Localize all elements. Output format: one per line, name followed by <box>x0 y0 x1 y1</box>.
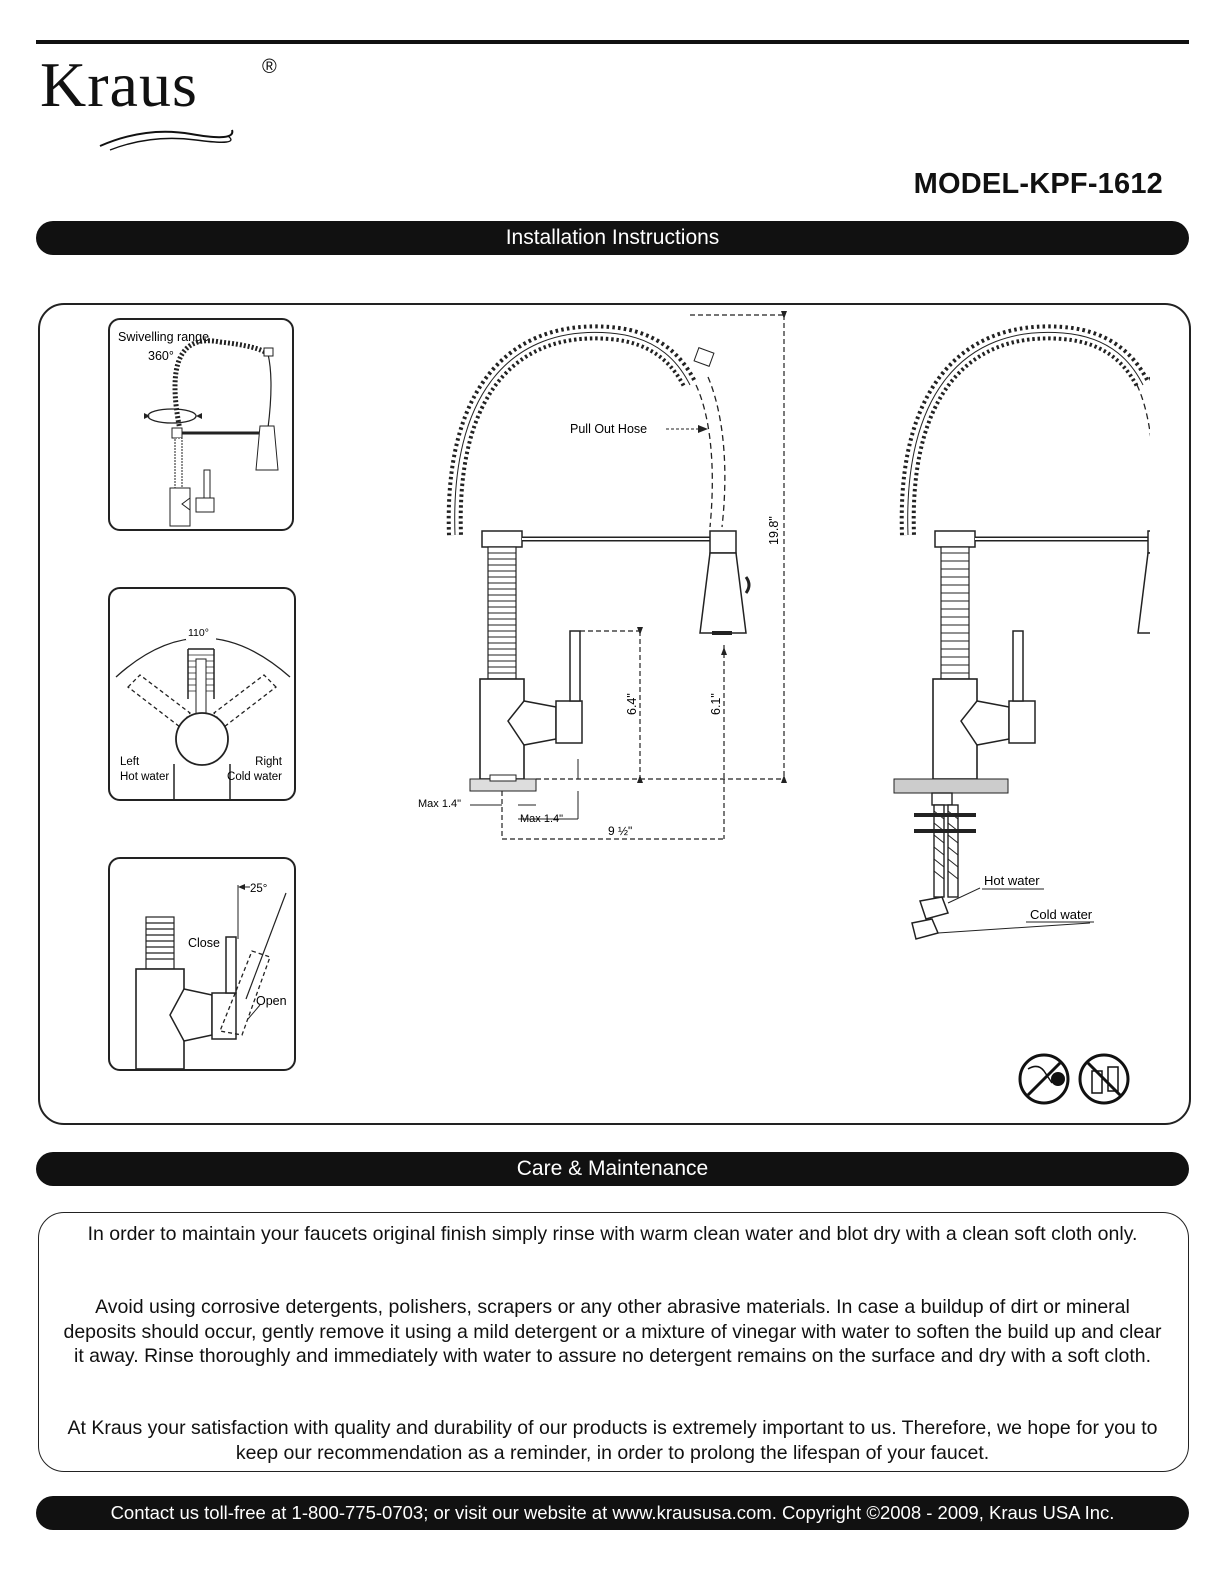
left-label: Left <box>120 756 140 768</box>
supply-cold-label: Cold water <box>1030 907 1093 922</box>
cold-water-label: Cold water <box>227 771 282 783</box>
pull-out-hose-label: Pull Out Hose <box>570 422 648 436</box>
dim-max-b-label: Max 1.4" <box>520 813 564 825</box>
angle-110-label: 110° <box>188 627 209 639</box>
logo-wordmark: Kraus <box>40 49 198 120</box>
care-paragraph-3: At Kraus your satisfaction with quality and durability of our products is extremely important to us. Therefore, we hope for you to keep our recommendation as a reminder, in order to prolong the lifespan of your faucet. <box>67 1417 1158 1464</box>
angle-25-label: 25° <box>250 883 268 895</box>
faucet-supply-diagram <box>850 305 1150 965</box>
dim-reach-label: 9 ½" <box>608 824 633 838</box>
footer-contact: Contact us toll-free at 1-800-775-0703; or visit our website at www.kraususa.com. Copyright ©2008 - 2009, Kraus USA Inc. <box>36 1496 1189 1530</box>
care-paragraph-2: Avoid using corrosive detergents, polishers, scrapers or any other abrasive materials. In case a buildup of dirt or mineral deposits should occur, gently remove it using a mild detergent or a mixture of vinegar with water to soften the build up and clear it away. Rinse thoroughly and immediately with water to assure no detergent remains on the surface and dry with a soft cloth. <box>63 1296 1162 1367</box>
close-label: Close <box>188 936 220 950</box>
installation-panel <box>38 303 1191 1125</box>
dim-spout-right-label: 6.1" <box>709 693 723 715</box>
top-rule <box>36 40 1189 44</box>
handle-open-close-diagram <box>108 857 296 1071</box>
model-number: MODEL-KPF-1612 <box>913 168 1163 200</box>
installation-header: Installation Instructions <box>36 221 1189 255</box>
registered-mark: ® <box>262 56 277 78</box>
swivel-diagram <box>108 318 294 531</box>
care-paragraph-1: In order to maintain your faucets original finish simply rinse with warm clean water and blot dry with a clean soft cloth only. <box>87 1223 1138 1245</box>
dim-spout-left-label: 6.4" <box>625 693 639 715</box>
swivel-label: Swivelling range <box>118 330 210 344</box>
kraus-logo <box>36 48 296 158</box>
supply-hot-label: Hot water <box>984 873 1040 888</box>
care-header: Care & Maintenance <box>36 1152 1189 1186</box>
swivel-degree: 360° <box>148 349 174 363</box>
logo-wave-icon <box>96 124 236 154</box>
open-label: Open <box>256 994 287 1008</box>
warning-icons <box>1014 1049 1134 1109</box>
dim-max-a-label: Max 1.4" <box>418 798 462 810</box>
dim-height-label: 19.8" <box>767 516 781 545</box>
hot-water-label: Hot water <box>120 771 170 783</box>
no-abrasive-tools-icon <box>1020 1055 1068 1103</box>
right-label: Right <box>255 756 282 768</box>
no-chemical-cleaners-icon <box>1080 1055 1128 1103</box>
handle-angle-diagram <box>108 587 296 801</box>
